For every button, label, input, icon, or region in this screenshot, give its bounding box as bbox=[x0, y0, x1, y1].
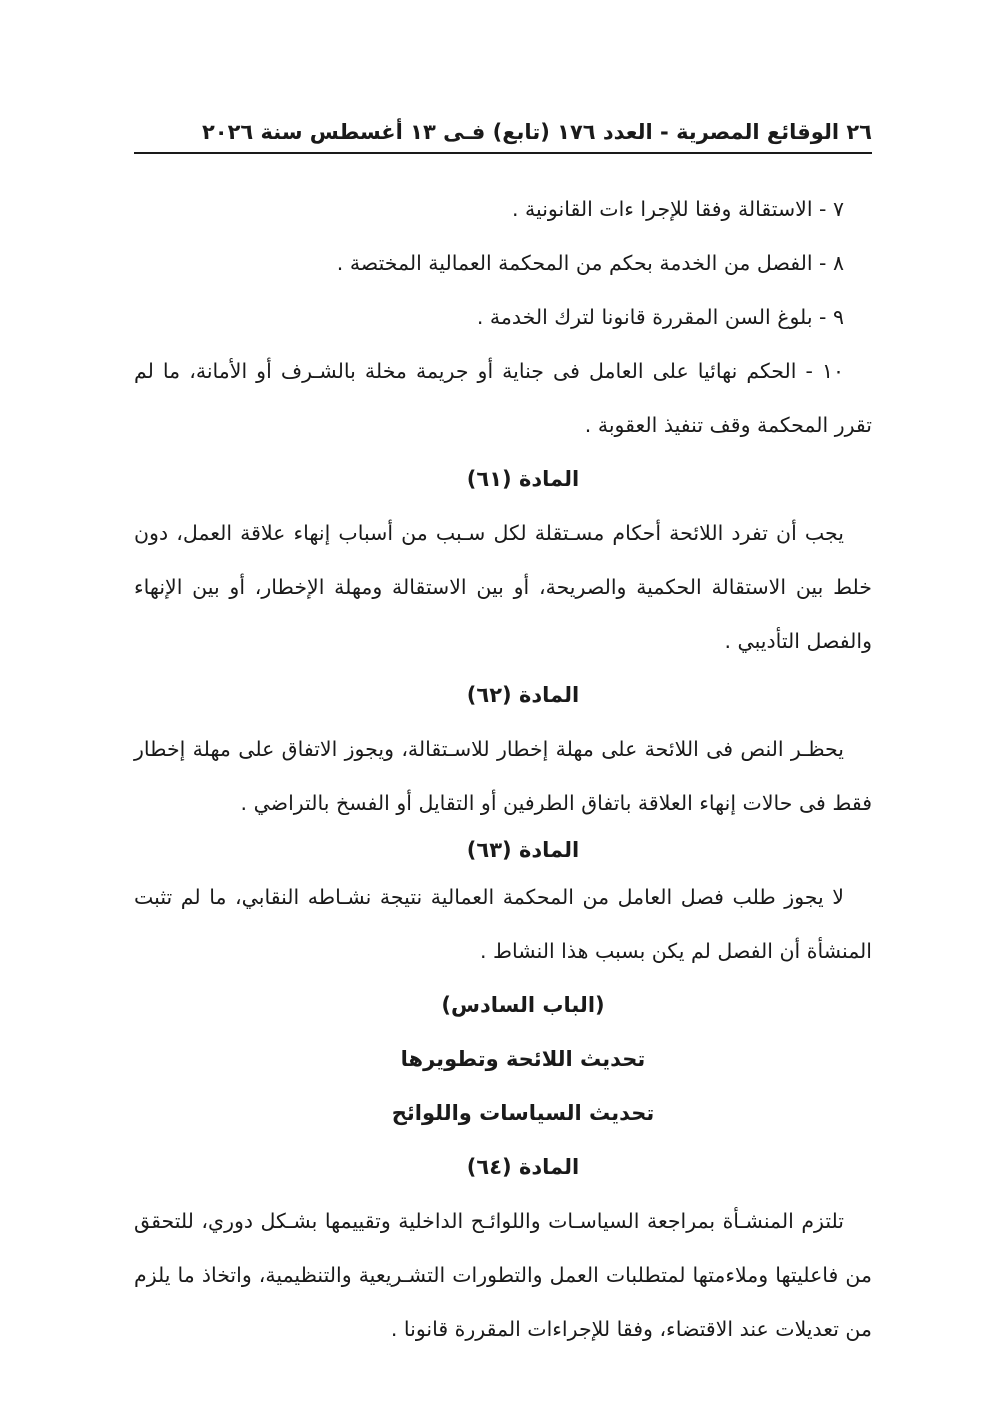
list-item-10: ١٠ - الحكم نهائيا على العامل فى جناية أو جريمة مخلة بالشـرف أو الأمانة، ما لم تقرر المحكمة وقف تنفيذ العقوبة . bbox=[134, 359, 872, 437]
article-62-text: يحظـر النص فى اللائحة على مهلة إخطار للاسـتقالة، ويجوز الاتفاق على مهلة إخطار فقط فى حالات إنهاء العلاقة باتفاق الطرفين أو التقايل أو الفسخ بالتراضي . bbox=[134, 737, 872, 815]
list-item-8: ٨ - الفصل من الخدمة بحكم من المحكمة العمالية المختصة . bbox=[336, 251, 844, 275]
article-64-title: المادة (٦٤) bbox=[466, 1155, 580, 1179]
article-64-text: تلتزم المنشـأة بمراجعة السياسـات واللوائـح الداخلية وتقييمها بشـكل دوري، للتحقق من فاعليتها وملاءمتها لمتطلبات العمل والتطورات التشـريعية والتنظيمية، واتخاذ ما يلزم من تعديلات عند الاقتضاء، وفقا للإجراءات المقررة قانونا . bbox=[134, 1209, 872, 1341]
page-body bbox=[134, 182, 872, 1356]
article-63-text: لا يجوز طلب فصل العامل من المحكمة العمالية نتيجة نشـاطه النقابي، ما لم تثبت المنشأة أن الفصل لم يكن بسبب هذا النشاط . bbox=[134, 885, 872, 963]
chapter-subtitle-2: تحديث السياسات واللوائح bbox=[391, 1101, 655, 1125]
article-61-title: المادة (٦١) bbox=[466, 467, 580, 491]
article-61-text: يجب أن تفرد اللائحة أحكام مسـتقلة لكل سـبب من أسباب إنهاء علاقة العمل، دون خلط بين الاستقالة الحكمية والصريحة، أو بين الاستقالة ومهلة الإخطار، أو بين الإنهاء والفصل التأديبي . bbox=[134, 521, 872, 653]
article-62-title: المادة (٦٢) bbox=[466, 683, 580, 707]
chapter-title: (الباب السادس) bbox=[441, 993, 605, 1017]
article-63-title: المادة (٦٣) bbox=[466, 838, 580, 862]
chapter-subtitle-1: تحديث اللائحة وتطويرها bbox=[400, 1047, 646, 1071]
list-item-9: ٩ - بلوغ السن المقررة قانونا لترك الخدمة . bbox=[476, 305, 844, 329]
page-header: ٢٦ الوقائع المصرية - العدد ١٧٦ (تابع) فـى ١٣ أغسطس سنة ٢٠٢٦ bbox=[134, 112, 872, 154]
list-item-7: ٧ - الاستقالة وفقا للإجرا ءات القانونية . bbox=[512, 197, 844, 221]
